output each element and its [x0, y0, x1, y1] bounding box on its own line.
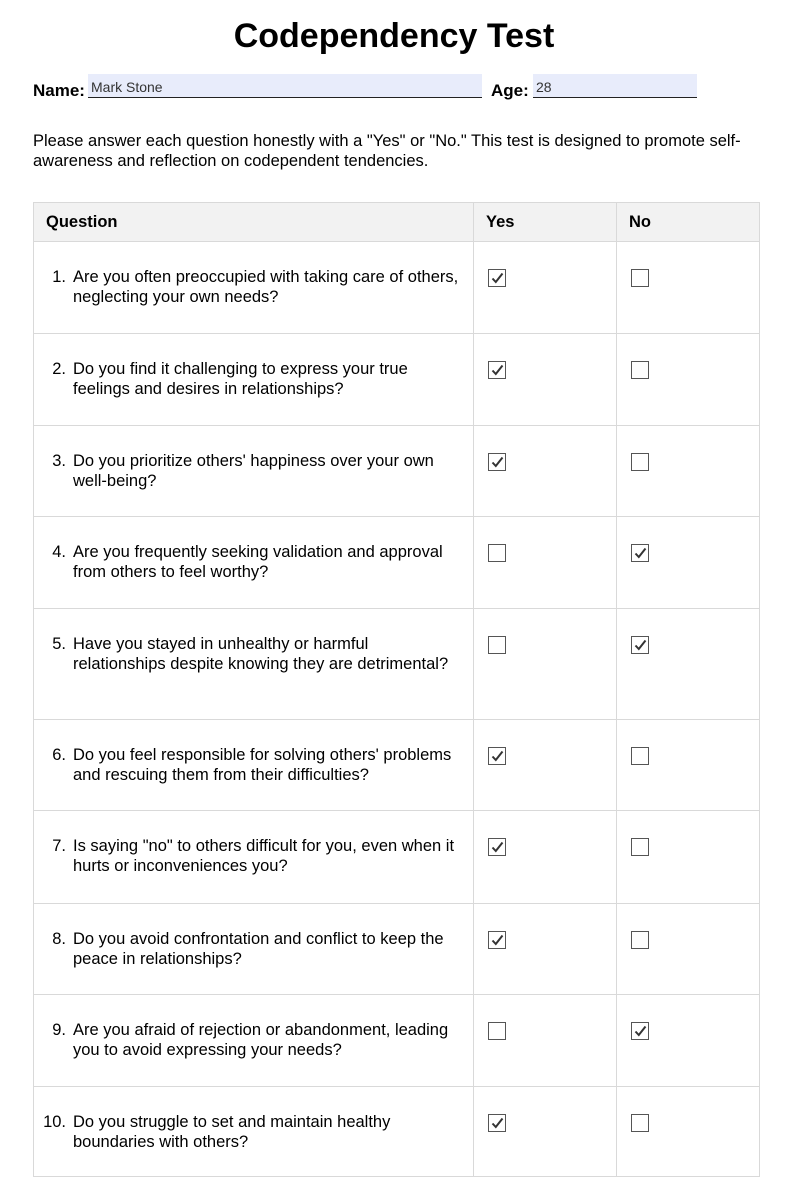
yes-checkbox[interactable] — [488, 838, 506, 856]
no-cell — [617, 242, 760, 334]
no-cell — [617, 904, 760, 995]
question-cell — [34, 334, 474, 426]
yes-cell — [474, 904, 617, 995]
table-row — [34, 242, 760, 334]
header-row — [34, 203, 760, 242]
no-checkbox[interactable] — [631, 1114, 649, 1132]
table-row — [34, 904, 760, 995]
yes-checkbox[interactable] — [488, 636, 506, 654]
question-cell — [34, 904, 474, 995]
yes-checkbox[interactable] — [488, 269, 506, 287]
yes-checkbox[interactable] — [488, 931, 506, 949]
question-number: 7. — [52, 837, 66, 855]
header-no: No — [617, 203, 760, 242]
no-checkbox[interactable] — [631, 747, 649, 765]
checkmark-icon — [491, 456, 504, 468]
name-label: Name: — [33, 81, 85, 100]
table-row — [34, 1087, 760, 1177]
table-row — [34, 995, 760, 1087]
question-cell — [34, 811, 474, 904]
checkmark-icon — [491, 934, 504, 946]
yes-cell — [474, 1087, 617, 1177]
no-cell — [617, 609, 760, 720]
yes-cell — [474, 811, 617, 904]
question-number: 2. — [52, 360, 66, 378]
question-text: Is saying "no" to others difficult for you, even when it hurts or inconveniences you? — [73, 837, 455, 875]
no-cell — [617, 426, 760, 517]
table-row — [34, 609, 760, 720]
yes-cell — [474, 242, 617, 334]
no-cell — [617, 811, 760, 904]
question-cell — [34, 242, 474, 334]
question-cell — [34, 995, 474, 1087]
checkmark-icon — [491, 841, 504, 853]
question-number: 8. — [52, 930, 66, 948]
no-checkbox[interactable] — [631, 544, 649, 562]
question-text: Are you often preoccupied with taking care of others, neglecting your own needs? — [73, 268, 459, 306]
header-question: Question — [34, 203, 474, 242]
yes-checkbox[interactable] — [488, 1114, 506, 1132]
question-text: Have you stayed in unhealthy or harmful relationships despite knowing they are detrimental? — [73, 635, 449, 673]
table-row — [34, 720, 760, 811]
age-label: Age: — [491, 81, 529, 100]
no-cell — [617, 517, 760, 609]
instructions: Please answer each question honestly with a "Yes" or "No." This test is designed to promote self-awareness and reflection on codependent tendencies. — [33, 132, 741, 170]
question-number: 6. — [52, 746, 66, 764]
question-number: 5. — [52, 635, 66, 653]
age-field[interactable] — [533, 74, 697, 98]
no-cell — [617, 334, 760, 426]
no-cell — [617, 1087, 760, 1177]
question-cell — [34, 426, 474, 517]
table-row — [34, 811, 760, 904]
questions-table — [33, 202, 760, 1177]
yes-cell — [474, 609, 617, 720]
checkmark-icon — [634, 1025, 647, 1037]
question-number: 10. — [43, 1113, 66, 1131]
question-text: Do you prioritize others' happiness over your own well-being? — [73, 452, 434, 490]
question-text: Do you avoid confrontation and conflict to keep the peace in relationships? — [73, 930, 444, 968]
page-title: Codependency Test — [233, 17, 555, 55]
yes-cell — [474, 720, 617, 811]
yes-checkbox[interactable] — [488, 747, 506, 765]
question-text: Do you feel responsible for solving others' problems and rescuing them from their difficulties? — [73, 746, 452, 784]
yes-cell — [474, 426, 617, 517]
no-checkbox[interactable] — [631, 361, 649, 379]
name-field[interactable] — [88, 74, 482, 98]
no-checkbox[interactable] — [631, 1022, 649, 1040]
checkmark-icon — [634, 547, 647, 559]
question-text: Are you frequently seeking validation and approval from others to feel worthy? — [73, 543, 443, 581]
checkmark-icon — [491, 1117, 504, 1129]
yes-cell — [474, 517, 617, 609]
question-cell — [34, 609, 474, 720]
question-cell — [34, 517, 474, 609]
question-text: Do you struggle to set and maintain healthy boundaries with others? — [73, 1113, 391, 1151]
no-checkbox[interactable] — [631, 269, 649, 287]
question-number: 3. — [52, 452, 66, 470]
yes-cell — [474, 995, 617, 1087]
checkmark-icon — [634, 639, 647, 651]
checkmark-icon — [491, 272, 504, 284]
header-yes: Yes — [474, 203, 617, 242]
question-text: Do you find it challenging to express your true feelings and desires in relationships? — [73, 360, 408, 398]
question-number: 4. — [52, 543, 66, 561]
table-row — [34, 334, 760, 426]
yes-checkbox[interactable] — [488, 361, 506, 379]
checkmark-icon — [491, 364, 504, 376]
no-checkbox[interactable] — [631, 838, 649, 856]
question-number: 9. — [52, 1021, 66, 1039]
no-cell — [617, 995, 760, 1087]
no-checkbox[interactable] — [631, 636, 649, 654]
yes-checkbox[interactable] — [488, 1022, 506, 1040]
checkmark-icon — [491, 750, 504, 762]
yes-checkbox[interactable] — [488, 453, 506, 471]
question-number: 1. — [52, 268, 66, 286]
question-cell — [34, 720, 474, 811]
question-cell — [34, 1087, 474, 1177]
yes-checkbox[interactable] — [488, 544, 506, 562]
table-row — [34, 517, 760, 609]
no-cell — [617, 720, 760, 811]
question-text: Are you afraid of rejection or abandonment, leading you to avoid expressing your needs? — [73, 1021, 449, 1059]
table-row — [34, 426, 760, 517]
no-checkbox[interactable] — [631, 453, 649, 471]
no-checkbox[interactable] — [631, 931, 649, 949]
yes-cell — [474, 334, 617, 426]
